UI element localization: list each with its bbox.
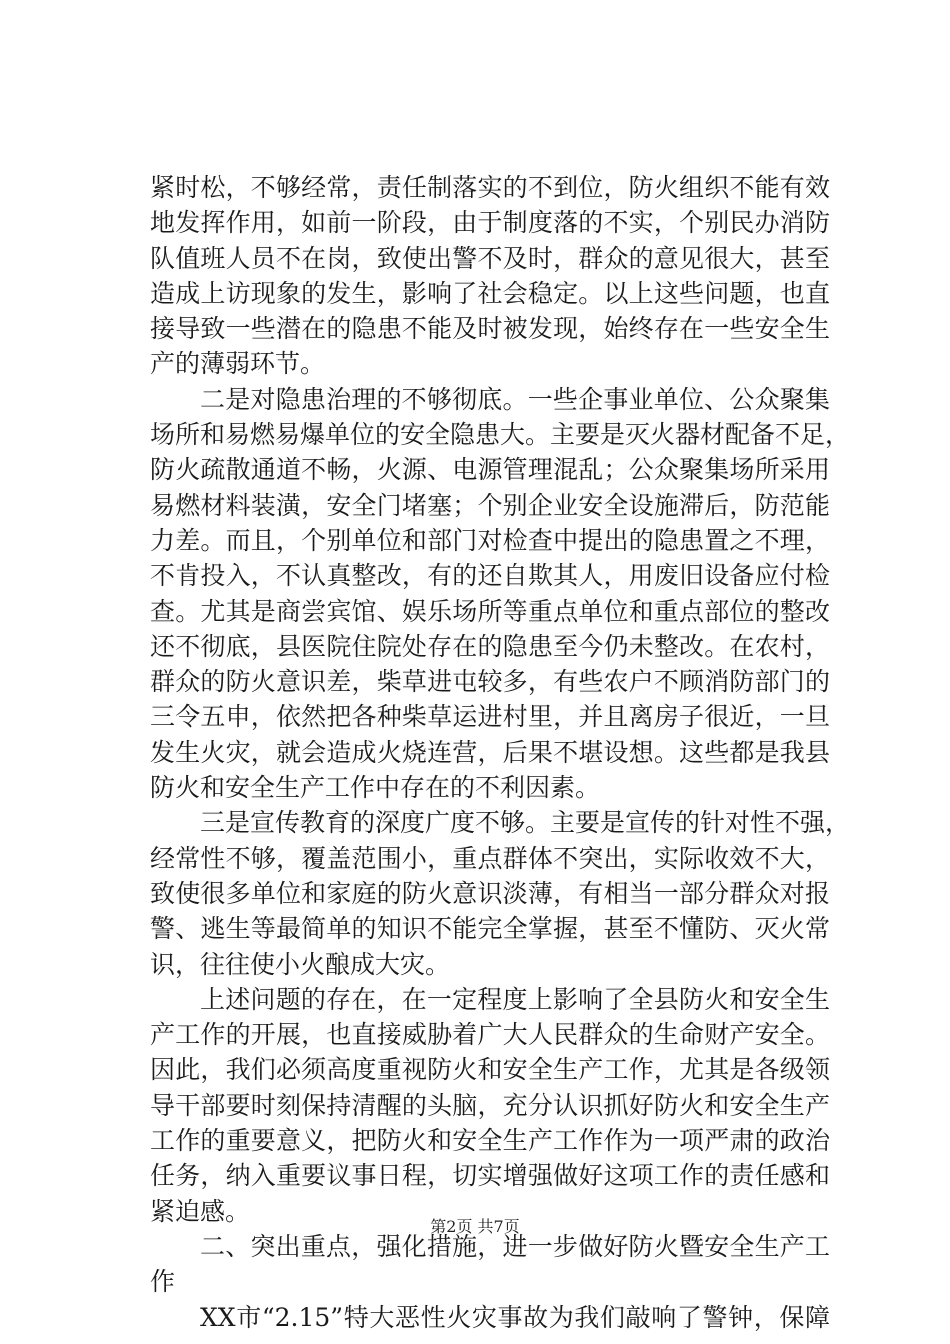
text-line: 产工作的开展，也直接威胁着广大人民群众的生命财产安全。 (150, 1020, 830, 1050)
text-line: 防火疏散通道不畅，火源、电源管理混乱；公众聚集场所采用 (150, 455, 830, 485)
text-line: 防火和安全生产工作中存在的不利因素。 (150, 773, 601, 803)
text-line: 识，往往使小火酿成大灾。 (150, 949, 451, 979)
paragraph-first-line: XX市“2.15”特大恶性火灾事故为我们敲响了警钟，保障 (200, 1302, 830, 1332)
text-line: 造成上访现象的发生，影响了社会稳定。以上这些问题，也直 (150, 278, 830, 308)
text-line: 场所和易燃易爆单位的安全隐患大。主要是灭火器材配备不足， (150, 420, 851, 450)
text-line: 地发挥作用，如前一阶段，由于制度落的不实，个别民办消防 (150, 208, 830, 238)
text-line: 队值班人员不在岗，致使出警不及时，群众的意见很大，甚至 (150, 243, 830, 273)
text-line: 接导致一些潜在的隐患不能及时被发现，始终存在一些安全生 (150, 314, 830, 344)
text-line: 力差。而且，个别单位和部门对检查中提出的隐患置之不理， (150, 525, 830, 555)
section-heading-continuation: 作 (150, 1267, 176, 1297)
text-line: 产的薄弱环节。 (150, 349, 326, 379)
section-heading: 二、突出重点，强化措施，进一步做好防火暨安全生产工 (200, 1231, 830, 1261)
document-body (150, 170, 851, 1335)
paragraph-first-line: 二是对隐患治理的不够彻底。一些企事业单位、公众聚集 (200, 384, 830, 414)
paragraph-first-line: 上述问题的存在，在一定程度上影响了全县防火和安全生 (200, 984, 830, 1014)
text-line: 查。尤其是商尝宾馆、娱乐场所等重点单位和重点部位的整改 (150, 596, 830, 626)
text-line: 还不彻底，县医院住院处存在的隐患至今仍未整改。在农村， (150, 631, 830, 661)
text-line: 三令五申，依然把各种柴草运进村里，并且离房子很近，一旦 (150, 702, 830, 732)
text-line: 工作的重要意义，把防火和安全生产工作作为一项严肃的政治 (150, 1126, 830, 1156)
text-line: 因此，我们必须高度重视防火和安全生产工作，尤其是各级领 (150, 1055, 830, 1085)
paragraph-first-line: 三是宣传教育的深度广度不够。主要是宣传的针对性不强， (200, 808, 851, 838)
text-line: 不肯投入，不认真整改，有的还自欺其人，用废旧设备应付检 (150, 561, 830, 591)
text-line: 易燃材料装潢，安全门堵塞；个别企业安全设施滞后，防范能 (150, 490, 830, 520)
text-line: 任务，纳入重要议事日程，切实增强做好这项工作的责任感和 (150, 1161, 830, 1191)
text-line: 发生火灾，就会造成火烧连营，后果不堪设想。这些都是我县 (150, 737, 830, 767)
text-line: 群众的防火意识差，柴草进屯较多，有些农户不顾消防部门的 (150, 667, 830, 697)
text-line: 致使很多单位和家庭的防火意识淡薄，有相当一部分群众对报 (150, 878, 830, 908)
page-number-footer: 第2页 共7页 (430, 1217, 520, 1236)
text-line: 紧时松，不够经常，责任制落实的不到位，防火组织不能有效 (150, 173, 830, 202)
text-line: 警、逃生等最简单的知识不能完全掌握，甚至不懂防、灭火常 (150, 914, 830, 944)
text-line: 紧迫感。 (150, 1196, 251, 1226)
text-line: 经常性不够，覆盖范围小，重点群体不突出，实际收效不大， (150, 843, 830, 873)
text-line: 导干部要时刻保持清醒的头脑，充分认识抓好防火和安全生产 (150, 1090, 830, 1120)
